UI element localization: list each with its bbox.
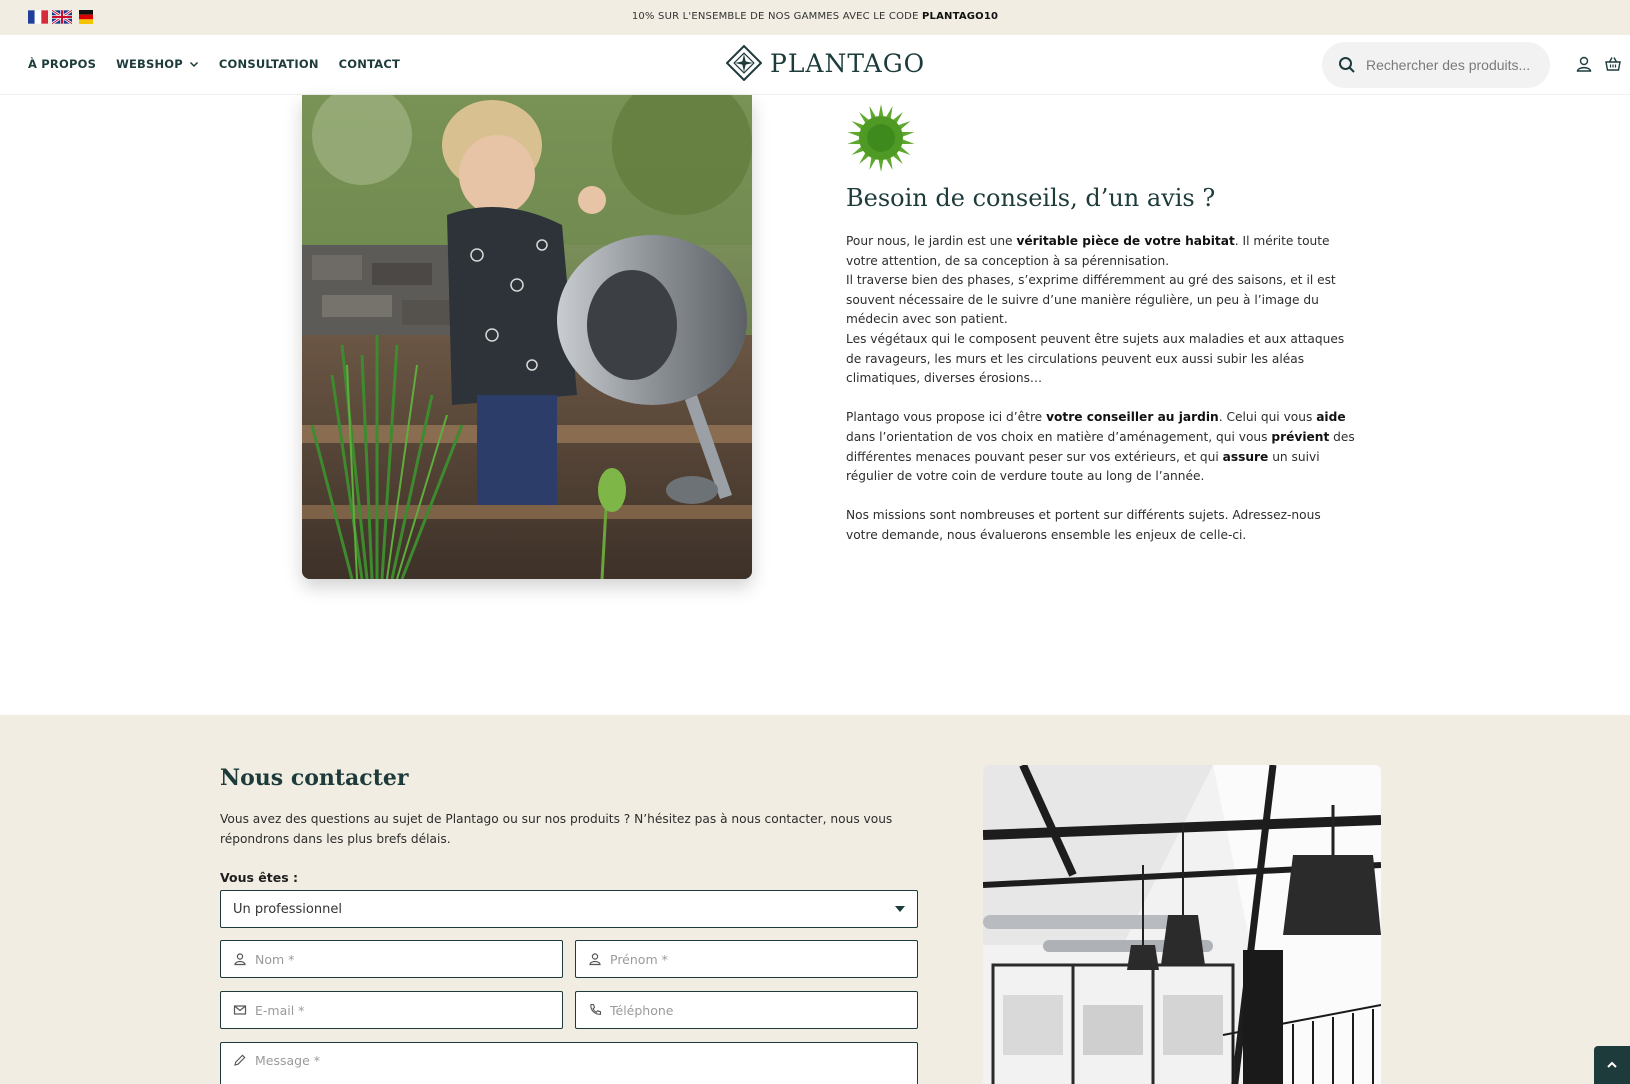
- garden-child-photo: [302, 95, 752, 579]
- text-span: des différentes menaces pouvant peser sur vos extérieurs, et qui: [846, 429, 1355, 464]
- promo-text: [0, 11, 1630, 22]
- email-input[interactable]: [255, 1003, 518, 1018]
- text-span: Pour nous, le jardin est une: [846, 234, 1017, 248]
- announcement-bar: [0, 0, 1630, 35]
- promo-message: 10% SUR L'ENSEMBLE DE NOS GAMMES AVEC LE CODE: [631, 11, 922, 22]
- select-value: Un professionnel: [233, 901, 342, 917]
- search-icon[interactable]: [1338, 56, 1356, 74]
- advice-heading: Besoin de conseils, d’un avis ?: [846, 184, 1216, 212]
- user-icon: [588, 952, 602, 966]
- text-span: Il traverse bien des phases, s’exprime différemment au gré des saisons, et il est souvent nécessaire de le suivre d’une manière régulière, un peu à l’image du médecin avec son patient.: [846, 273, 1336, 327]
- pencil-icon: [233, 1053, 247, 1067]
- advice-paragraph-2: [846, 408, 1356, 486]
- text-bold: assure: [1222, 449, 1269, 464]
- user-icon: [233, 952, 247, 966]
- contact-title: Nous contacter: [220, 765, 409, 791]
- text-bold: aide: [1316, 410, 1346, 425]
- logo-mark-icon: [726, 45, 762, 81]
- account-icon[interactable]: [1574, 54, 1594, 74]
- site-logo[interactable]: [726, 45, 925, 81]
- phone-icon: [588, 1003, 602, 1017]
- search-bar[interactable]: [1322, 42, 1550, 88]
- phone-input[interactable]: [610, 1003, 873, 1018]
- office-interior-illustration: [983, 765, 1381, 1084]
- text-span: un suivi régulier de votre coin de verdure toute au long de l’année.: [846, 449, 1320, 484]
- chevron-up-icon: [1605, 1058, 1619, 1072]
- message-input[interactable]: [255, 1053, 802, 1068]
- text-bold: véritable pièce de votre habitat: [1016, 234, 1235, 248]
- office-interior-photo: [983, 765, 1381, 1084]
- search-input[interactable]: [1366, 57, 1536, 73]
- phone-field[interactable]: [575, 991, 918, 1029]
- text-span: . Il mérite toute votre attention, de sa conception à sa pérennisation.: [846, 234, 1330, 268]
- contact-intro: Vous avez des questions au sujet de Plantago ou sur nos produits ? N’hésitez pas à nous contacter, nous vous répondrons dans les plus brefs délais.: [220, 812, 893, 846]
- nav-item-webshop[interactable]: [116, 57, 199, 71]
- prenom-field[interactable]: [575, 940, 918, 978]
- scroll-to-top-button[interactable]: [1594, 1046, 1630, 1084]
- nom-field[interactable]: [220, 940, 563, 978]
- nav-label: WEBSHOP: [116, 57, 183, 71]
- nav-item-consultation[interactable]: [219, 57, 319, 71]
- advice-paragraph-1: [846, 232, 1356, 389]
- text-span: . Celui qui vous: [1218, 410, 1317, 425]
- email-field[interactable]: [220, 991, 563, 1029]
- nav-label: À PROPOS: [28, 57, 97, 71]
- nav-item-a-propos[interactable]: [28, 57, 96, 71]
- vous-etes-select[interactable]: [220, 890, 918, 928]
- nav-label: CONTACT: [338, 57, 401, 71]
- advice-paragraph-3: Nos missions sont nombreuses et portent sur différents sujets. Adressez-nous votre demande, nous évaluerons ensemble les enjeux de celle-ci.: [846, 508, 1321, 542]
- message-field[interactable]: [220, 1042, 918, 1084]
- nav-item-contact[interactable]: [339, 57, 400, 71]
- nom-input[interactable]: [255, 952, 518, 967]
- advice-body: [846, 232, 1356, 565]
- prenom-input[interactable]: [610, 952, 873, 967]
- main-nav: [28, 57, 400, 71]
- text-span: Les végétaux qui le composent peuvent être sujets aux maladies et aux attaques de ravageurs, les murs et les circulations peuvent eux aussi subir les aléas climatiques, diverses érosions…: [846, 331, 1345, 386]
- chevron-down-icon: [189, 59, 199, 69]
- text-bold: votre conseiller au jardin: [1046, 410, 1219, 425]
- nav-label: CONSULTATION: [218, 57, 319, 71]
- cart-icon[interactable]: [1603, 54, 1623, 74]
- site-header: [0, 35, 1630, 95]
- contact-section: [0, 715, 1630, 1084]
- promo-code: PLANTAGO10: [921, 11, 999, 22]
- text-span: dans l’orientation de vos choix en matière d’aménagement, qui vous: [846, 429, 1272, 444]
- logo-text: PLANTAGO: [770, 48, 926, 78]
- plant-emblem-icon: [846, 103, 916, 173]
- text-span: Plantago vous propose ici d’être: [846, 410, 1047, 425]
- vous-etes-label: Vous êtes :: [220, 870, 298, 885]
- envelope-icon: [233, 1003, 247, 1017]
- garden-child-illustration: [302, 95, 752, 579]
- caret-down-icon: [895, 906, 905, 912]
- text-bold: prévient: [1271, 429, 1330, 444]
